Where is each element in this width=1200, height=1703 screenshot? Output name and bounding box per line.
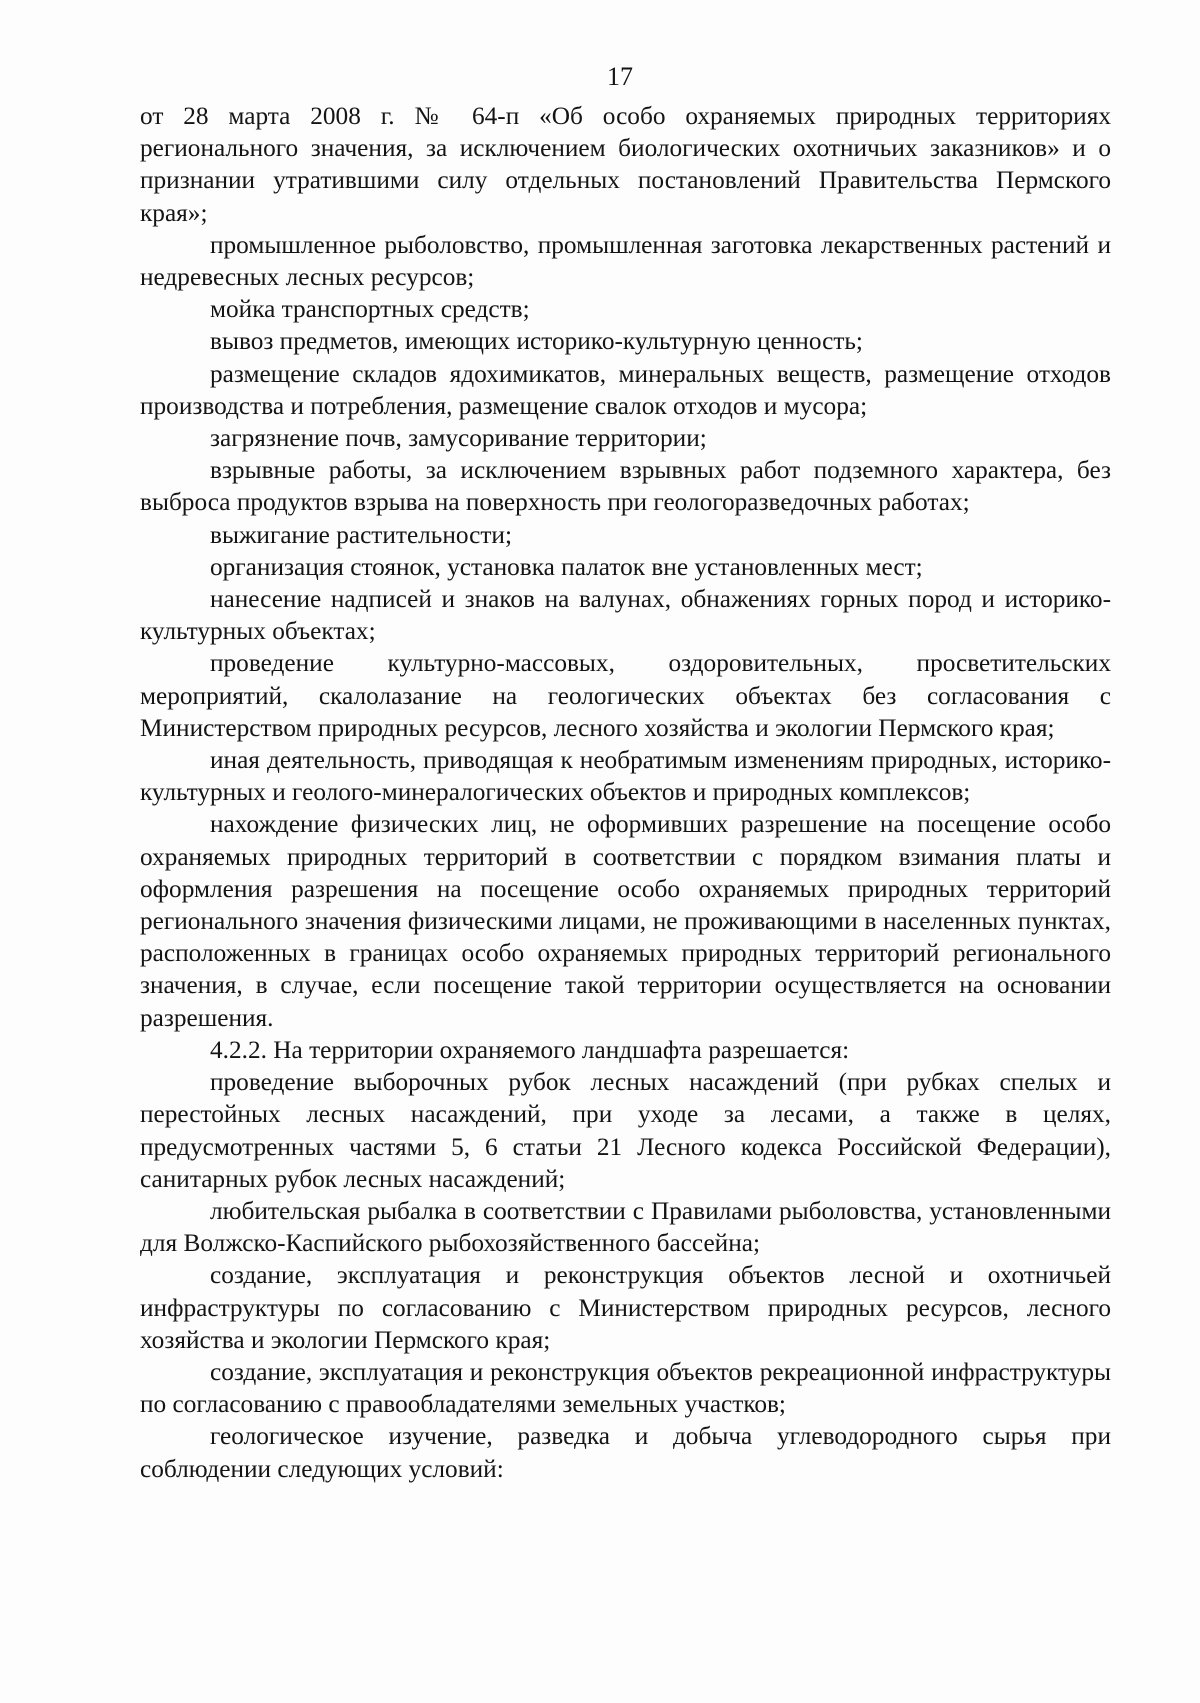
paragraph: геологическое изучение, разведка и добыча углеводородного сырья при соблюдении следующих условий: [140, 1422, 1111, 1483]
paragraph: проведение выборочных рубок лесных насаждений (при рубках спелых и перестойных лесных насаждений, при уходе за лесами, а также в целях, предусмотренных частями 5, 6 статьи 21 Лесного кодекса Российской Федерации), санитарных рубок лесных насаждений; [140, 1068, 1111, 1193]
paragraph: загрязнение почв, замусоривание территории; [210, 424, 707, 453]
paragraph: мойка транспортных средств; [210, 295, 530, 324]
document-body [140, 100, 1111, 1485]
paragraph: создание, эксплуатация и реконструкция объектов рекреационной инфраструктуры по согласованию с правообладателями земельных участков; [140, 1357, 1111, 1419]
paragraph: размещение складов ядохимикатов, минеральных веществ, размещение отходов производства и потребления, размещение свалок отходов и мусора; [140, 359, 1111, 420]
paragraph: выжигание растительности; [210, 520, 512, 549]
paragraph: взрывные работы, за исключением взрывных работ подземного характера, без выброса продуктов взрыва на поверхность при геологоразведочных работах; [140, 456, 1111, 517]
paragraph: создание, эксплуатация и реконструкция объектов лесной и охотничьей инфраструктуры по согласованию с Министерством природных ресурсов, лесного хозяйства и экологии Пермского края; [140, 1261, 1111, 1354]
paragraph: промышленное рыболовство, промышленная заготовка лекарственных растений и недревесных лесных ресурсов; [140, 230, 1111, 292]
paragraph: вывоз предметов, имеющих историко-культурную ценность; [210, 327, 863, 356]
page-number: 17 [607, 62, 633, 91]
paragraph: нахождение физических лиц, не оформивших разрешение на посещение особо охраняемых природных территорий в соответствии с порядком взимания платы и оформления разрешения на посещение особо охраняемых природных территорий регионального значения физическими лицами, не проживающими в населенных пунктах, расположенных в границах особо охраняемых природных территорий регионального значения, в случае, если посещение такой территории осуществляется на основании разрешения. [140, 810, 1111, 1032]
paragraph: организация стоянок, установка палаток вне установленных мест; [210, 552, 923, 581]
section-heading: 4.2.2. На территории охраняемого ландшафта разрешается: [210, 1035, 850, 1064]
paragraph: от 28 марта 2008 г. № 64-п «Об особо охраняемых природных территориях регионального значения, за исключением биологических охотничьих заказников» и о признании утратившими силу отдельных постановлений Правительства Пермского края»; [140, 102, 1111, 227]
paragraph: нанесение надписей и знаков на валунах, обнажениях горных пород и историко-культурных объектах; [140, 585, 1111, 646]
paragraph: любительская рыбалка в соответствии с Правилами рыболовства, установленными для Волжско-Каспийского рыбохозяйственного бассейна; [140, 1196, 1111, 1258]
paragraph: иная деятельность, приводящая к необратимым изменениям природных, историко-культурных и геолого-минералогических объектов и природных комплексов; [140, 746, 1111, 807]
paragraph: проведение культурно-массовых, оздоровительных, просветительских мероприятий, скалолазание на геологических объектах без согласования с Министерством природных ресурсов, лесного хозяйства и экологии Пермского края; [140, 649, 1111, 742]
